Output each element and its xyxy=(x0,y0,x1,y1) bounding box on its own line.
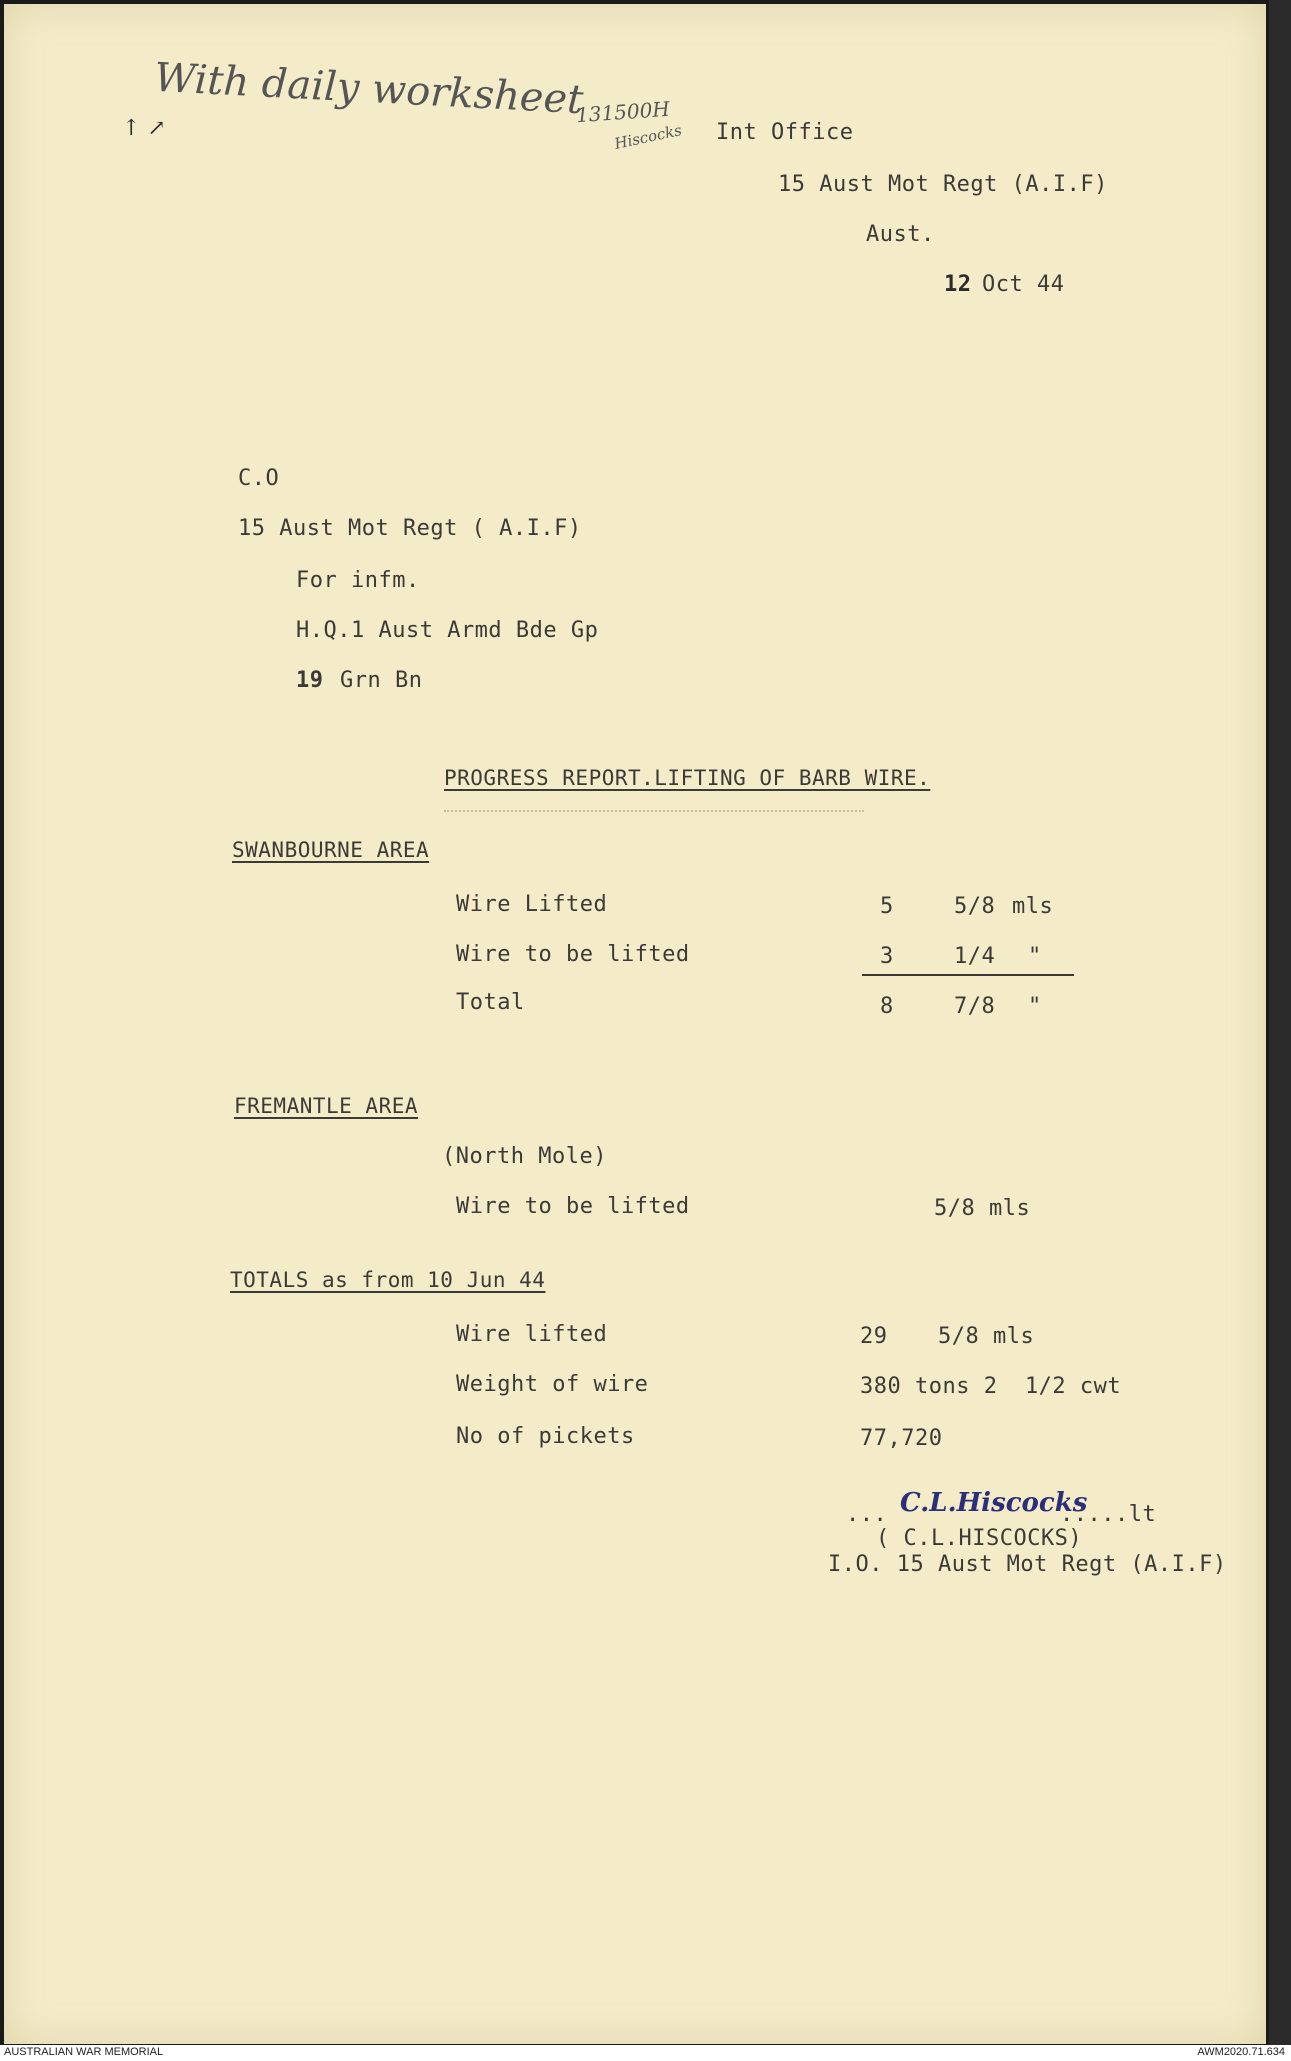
swanbourne-row-2-whole: 3 xyxy=(880,944,894,969)
fremantle-sub: (North Mole) xyxy=(442,1144,607,1169)
swanbourne-row-3-label: Total xyxy=(456,990,525,1015)
totals-pickets-label: No of pickets xyxy=(456,1424,635,1449)
addressee-unit: 15 Aust Mot Regt ( A.I.F) xyxy=(238,516,582,541)
handwritten-note: With daily worksheet xyxy=(153,54,585,124)
swanbourne-row-1-whole: 5 xyxy=(880,894,894,919)
totals-wire-label: Wire lifted xyxy=(456,1322,608,1347)
signature-title: I.O. 15 Aust Mot Regt (A.I.F) xyxy=(828,1552,1227,1577)
signature-dots-right: .....lt xyxy=(1060,1502,1157,1527)
totals-wire-frac: 5/8 mls xyxy=(938,1324,1035,1349)
header-unit: 15 Aust Mot Regt (A.I.F) xyxy=(778,172,1108,197)
swanbourne-row-1-frac: 5/8 xyxy=(954,894,996,919)
fremantle-label: Wire to be lifted xyxy=(456,1194,690,1219)
totals-pickets-value: 77,720 xyxy=(860,1426,943,1451)
header-location: Aust. xyxy=(866,222,935,247)
swanbourne-row-1-label: Wire Lifted xyxy=(456,892,608,917)
signature-name: ( C.L.HISCOCKS) xyxy=(876,1526,1083,1551)
swanbourne-row-2-unit: " xyxy=(1028,944,1042,969)
swanbourne-heading: SWANBOURNE AREA xyxy=(232,838,430,862)
scan-background-edge xyxy=(1269,0,1291,2050)
footer-institution: AUSTRALIAN WAR MEMORIAL xyxy=(4,2046,164,2058)
swanbourne-row-1-unit: mls xyxy=(1012,894,1054,919)
report-title: PROGRESS REPORT.LIFTING OF BARB WIRE. xyxy=(444,766,931,790)
document-page xyxy=(4,4,1266,2044)
header-office: Int Office xyxy=(716,120,854,145)
totals-weight-value: 380 tons 2 1/2 cwt xyxy=(860,1374,1122,1399)
totals-wire-whole: 29 xyxy=(860,1324,888,1349)
totals-weight-label: Weight of wire xyxy=(456,1372,649,1397)
swanbourne-row-2-label: Wire to be lifted xyxy=(456,942,690,967)
fremantle-heading: FREMANTLE AREA xyxy=(234,1094,419,1118)
totals-heading: TOTALS as from 10 Jun 44 xyxy=(230,1268,546,1292)
swanbourne-row-2-frac: 1/4 xyxy=(954,944,996,969)
archive-footer xyxy=(0,2045,1291,2061)
swanbourne-row-3-unit: " xyxy=(1028,994,1042,1019)
for-infm: For infm. xyxy=(296,568,420,593)
handwritten-time: 131500H xyxy=(575,96,671,128)
header-date-overwrite: 12 xyxy=(944,272,972,297)
fremantle-value: 5/8 mls xyxy=(934,1196,1031,1221)
sum-rule xyxy=(862,974,1074,976)
swanbourne-row-3-frac: 7/8 xyxy=(954,994,996,1019)
copy-to-battalion: Grn Bn xyxy=(340,668,423,693)
header-date: Oct 44 xyxy=(982,272,1065,297)
addressee-to: C.O xyxy=(238,466,280,491)
footer-accession: AWM2020.71.634 xyxy=(1197,2046,1285,2058)
signature-handwritten: C.L.Hiscocks xyxy=(900,1488,1088,1518)
title-dotted-divider xyxy=(444,810,864,812)
pin-mark-icon: ↑ ↗ xyxy=(122,116,166,141)
copy-to-battalion-number: 19 xyxy=(296,668,324,693)
signature-dots-left: ... xyxy=(846,1502,888,1527)
swanbourne-row-3-whole: 8 xyxy=(880,994,894,1019)
copy-to-brigade: H.Q.1 Aust Armd Bde Gp xyxy=(296,618,599,643)
handwritten-initials: Hiscocks xyxy=(612,121,684,153)
